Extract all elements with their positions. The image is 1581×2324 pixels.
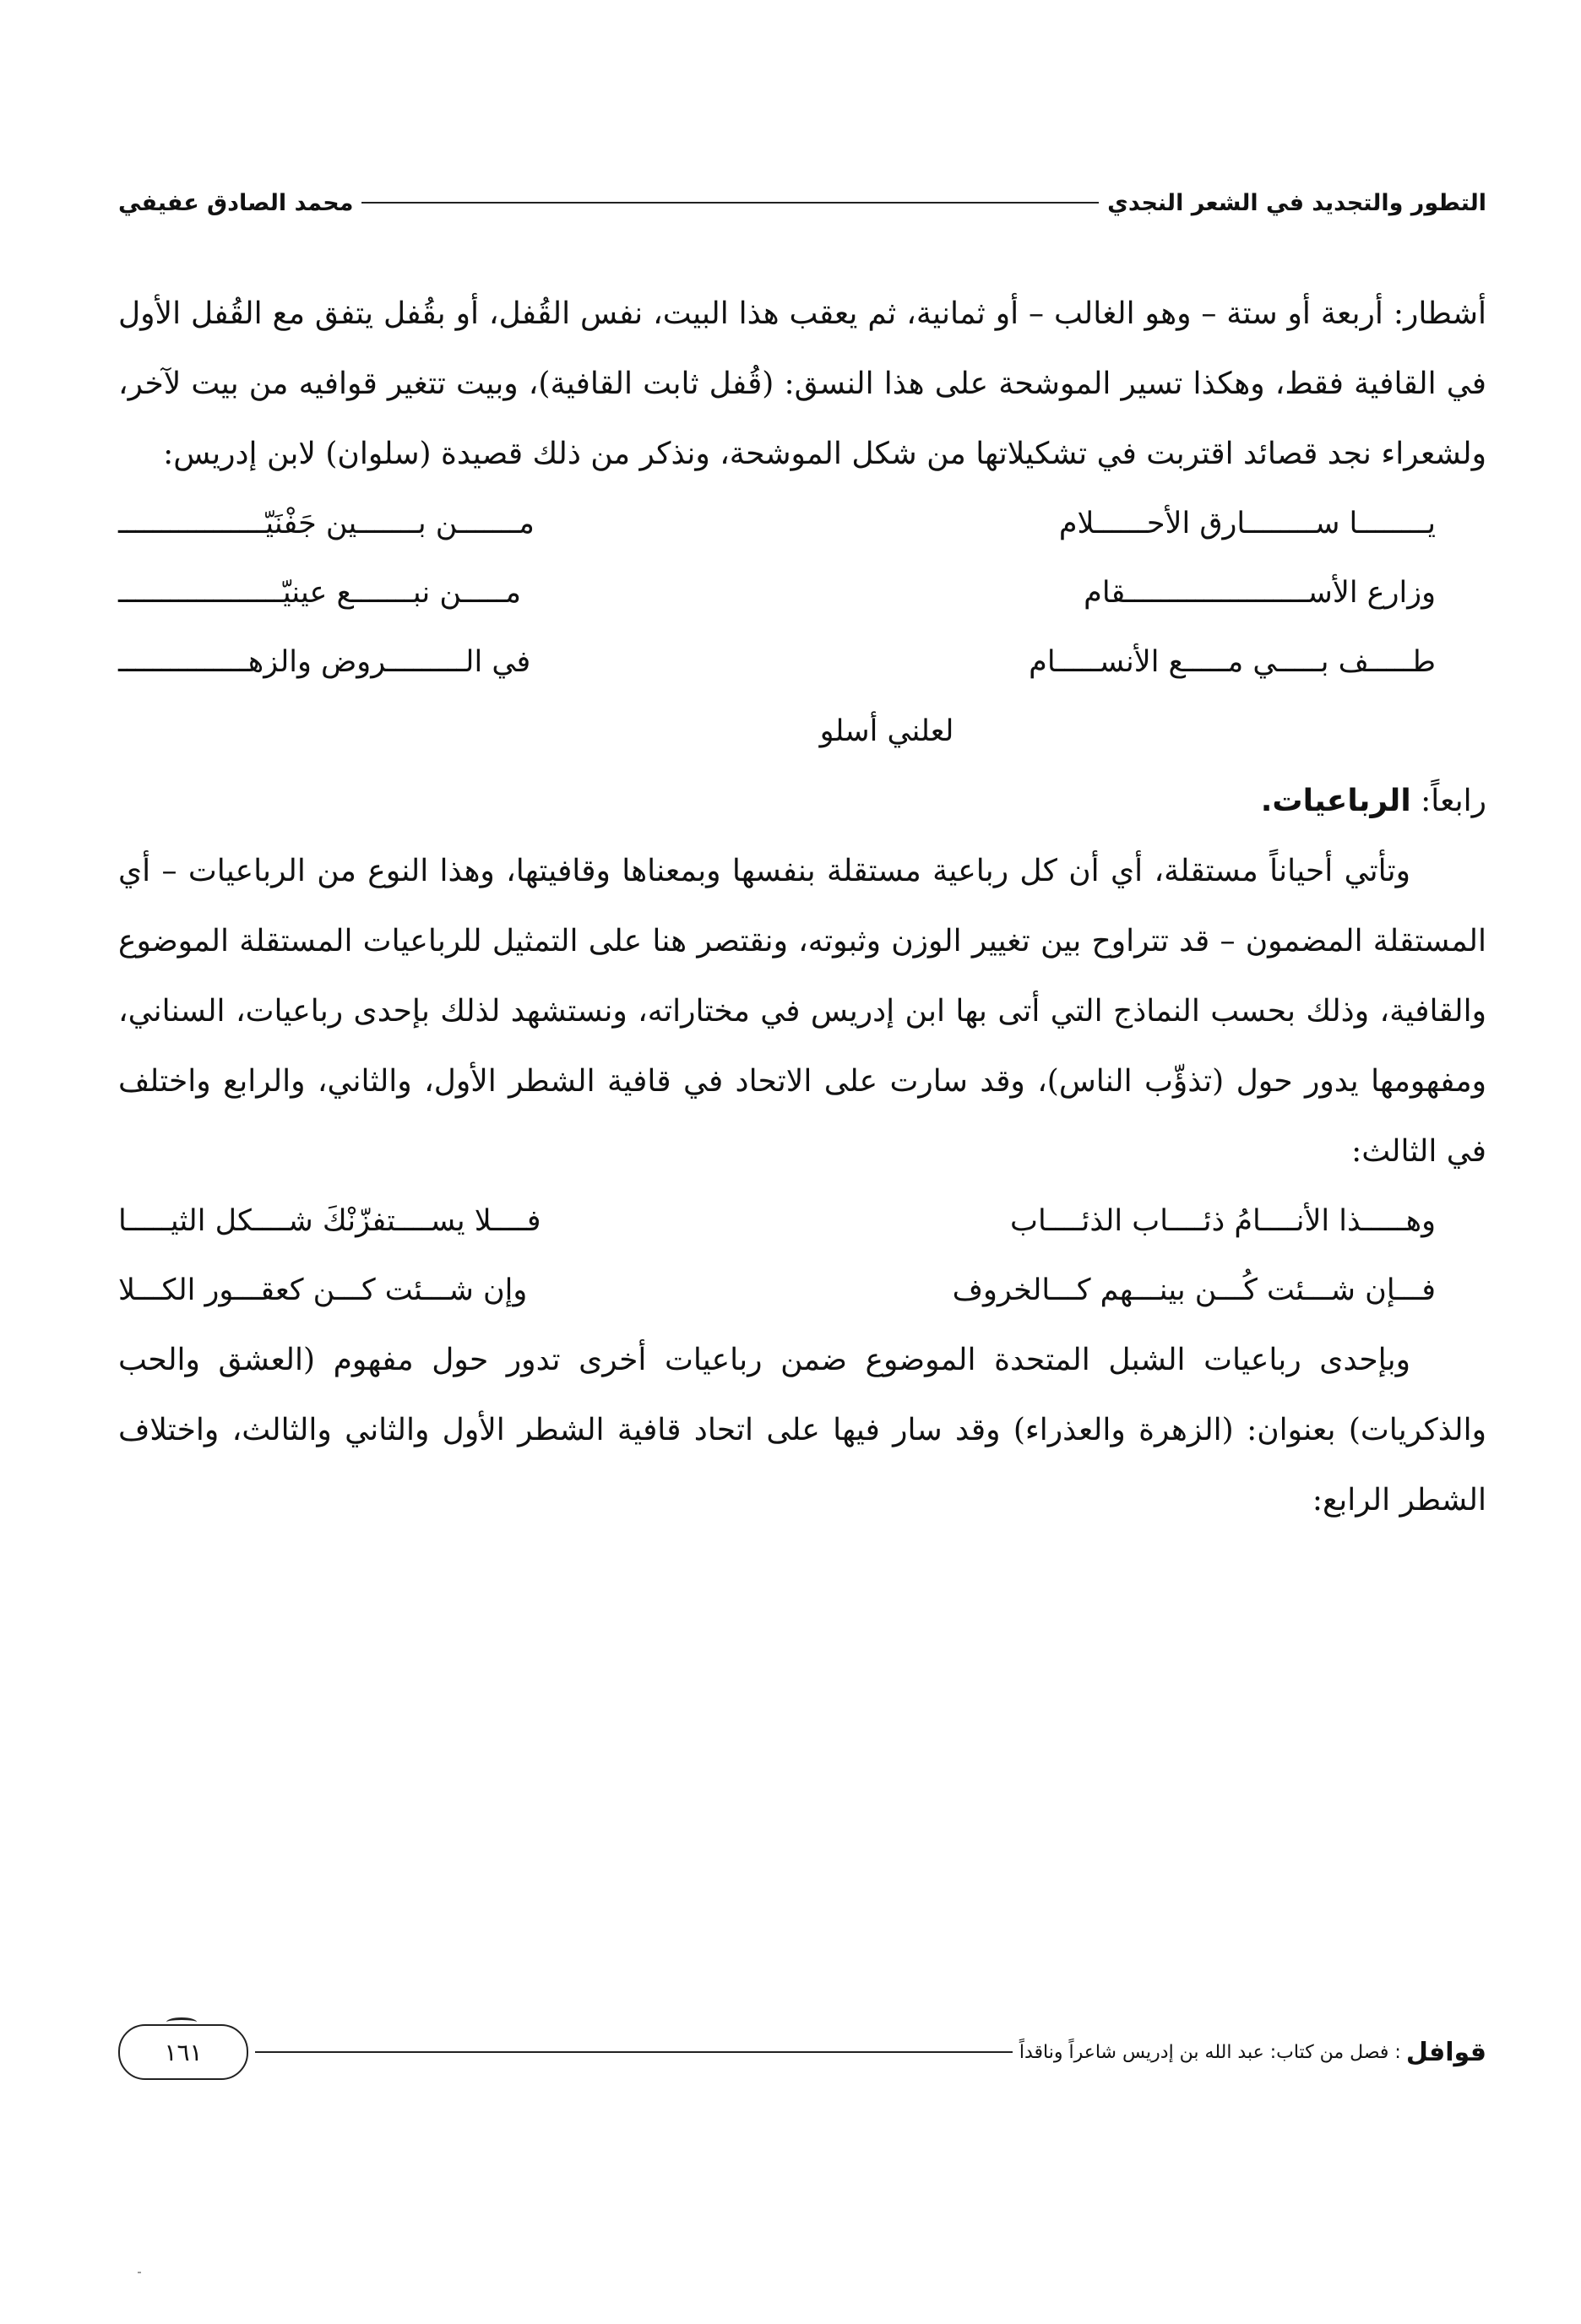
header-rule (361, 202, 1099, 204)
poem-verse (118, 489, 1486, 558)
poem-closing-line: لعلني أسلو (819, 714, 954, 748)
verse-hemistich-first: وزارع الأســـــــــــــــــــــقام (1084, 576, 1436, 610)
section-heading-title: الرباعيات. (1260, 784, 1411, 818)
verse-hemistich-second: مـــــــن بـــــــين جَفْنَيّـــــــــــــــــ (118, 507, 535, 540)
verse-hemistich-first: وهـــــذا الأنــــامُ ذئــــاب الذئــــاب (1010, 1204, 1436, 1238)
running-header (118, 179, 1486, 226)
poem-verse (118, 1186, 1486, 1256)
poem-verse (118, 558, 1486, 627)
paragraph-3: وبإحدى رباعيات الشبل المتحدة الموضوع ضمن رباعيات أخرى تدور حول مفهوم (العشق والحب والذكريات) بعنوان: (الزهرة والعذراء) وقد سار فيها على اتحاد قافية الشطر الأول والثاني والثالث، واختلاف الشطر الرابع: (118, 1343, 1486, 1518)
poem-sanani (118, 1186, 1486, 1325)
scan-mark (138, 2272, 141, 2273)
verse-hemistich-second: وإن شـــئت كـــن كعقـــور الكـــلا (118, 1273, 528, 1307)
footer-note: : فصل من كتاب: عبد الله بن إدريس شاعراً وناقداً (1019, 2041, 1401, 2063)
poem-verse (118, 627, 1486, 697)
page-footer (118, 2023, 1486, 2082)
paragraph-1: أشطار: أربعة أو ستة – وهو الغالب – أو ثمانية، ثم يعقب هذا البيت، نفس القُفل، أو بقُفل يتفق مع القُفل الأول في القافية فقط، وهكذا تسير الموشحة على هذا النسق: (قُفل ثابت القافية)، وبيت تتغير قوافيه من بيت لآخر، ولشعراء نجد قصائد اقتربت في تشكيلاتها من شكل الموشحة، ونذكر من ذلك قصيدة (سلوان) لابن إدريس: (118, 296, 1486, 471)
page-number: ١٦١ (118, 2024, 248, 2080)
section-heading-prefix: رابعاً: (1421, 784, 1486, 818)
verse-hemistich-first: فـــإن شـــئت كُـــن بينـــهم كـــالخروف (952, 1273, 1436, 1307)
poem-verse (118, 1256, 1486, 1325)
verse-hemistich-second: فــــلا يســــتفزّنْكَ شــــكل الثيـــــا (118, 1204, 541, 1238)
verse-hemistich-first: يــــــــا ســــــــارق الأحــــــلام (1058, 507, 1436, 540)
page-body (118, 279, 1486, 1535)
verse-hemistich-second: مـــــن نبـــــــع عينيّـــــــــــــــــــ (118, 576, 522, 610)
header-book-title: التطور والتجديد في الشعر النجدي (1107, 189, 1486, 216)
footer-rule (255, 2051, 1013, 2053)
verse-hemistich-first: طـــــف بـــــي مـــــع الأنســـــام (1029, 645, 1436, 679)
verse-hemistich-second: في الـــــــــروض والزهـــــــــــــــ (118, 645, 531, 679)
paragraph-2: وتأتي أحياناً مستقلة، أي أن كل رباعية مستقلة بنفسها وبمعناها وقافيتها، وهذا النوع من الرباعيات – أي المستقلة المضمون – قد تتراوح بين تغيير الوزن وثبوته، ونقتصر هنا على التمثيل للرباعيات المستقلة الموضوع والقافية، وذلك بحسب النماذج التي أتى بها ابن إدريس في مختاراته، ونستشهد لذلك بإحدى رباعيات، السناني، ومفهومها يدور حول (تذؤّب الناس)، وقد سارت على الاتحاد في قافية الشطر الأول، والثاني، والرابع واختلف في الثالث: (118, 854, 1486, 1169)
header-author: محمد الصادق عفيفي (118, 189, 354, 216)
poem-sulwan (118, 489, 1486, 766)
footer-brand: قوافل (1405, 2037, 1486, 2067)
section-heading (118, 766, 1486, 836)
